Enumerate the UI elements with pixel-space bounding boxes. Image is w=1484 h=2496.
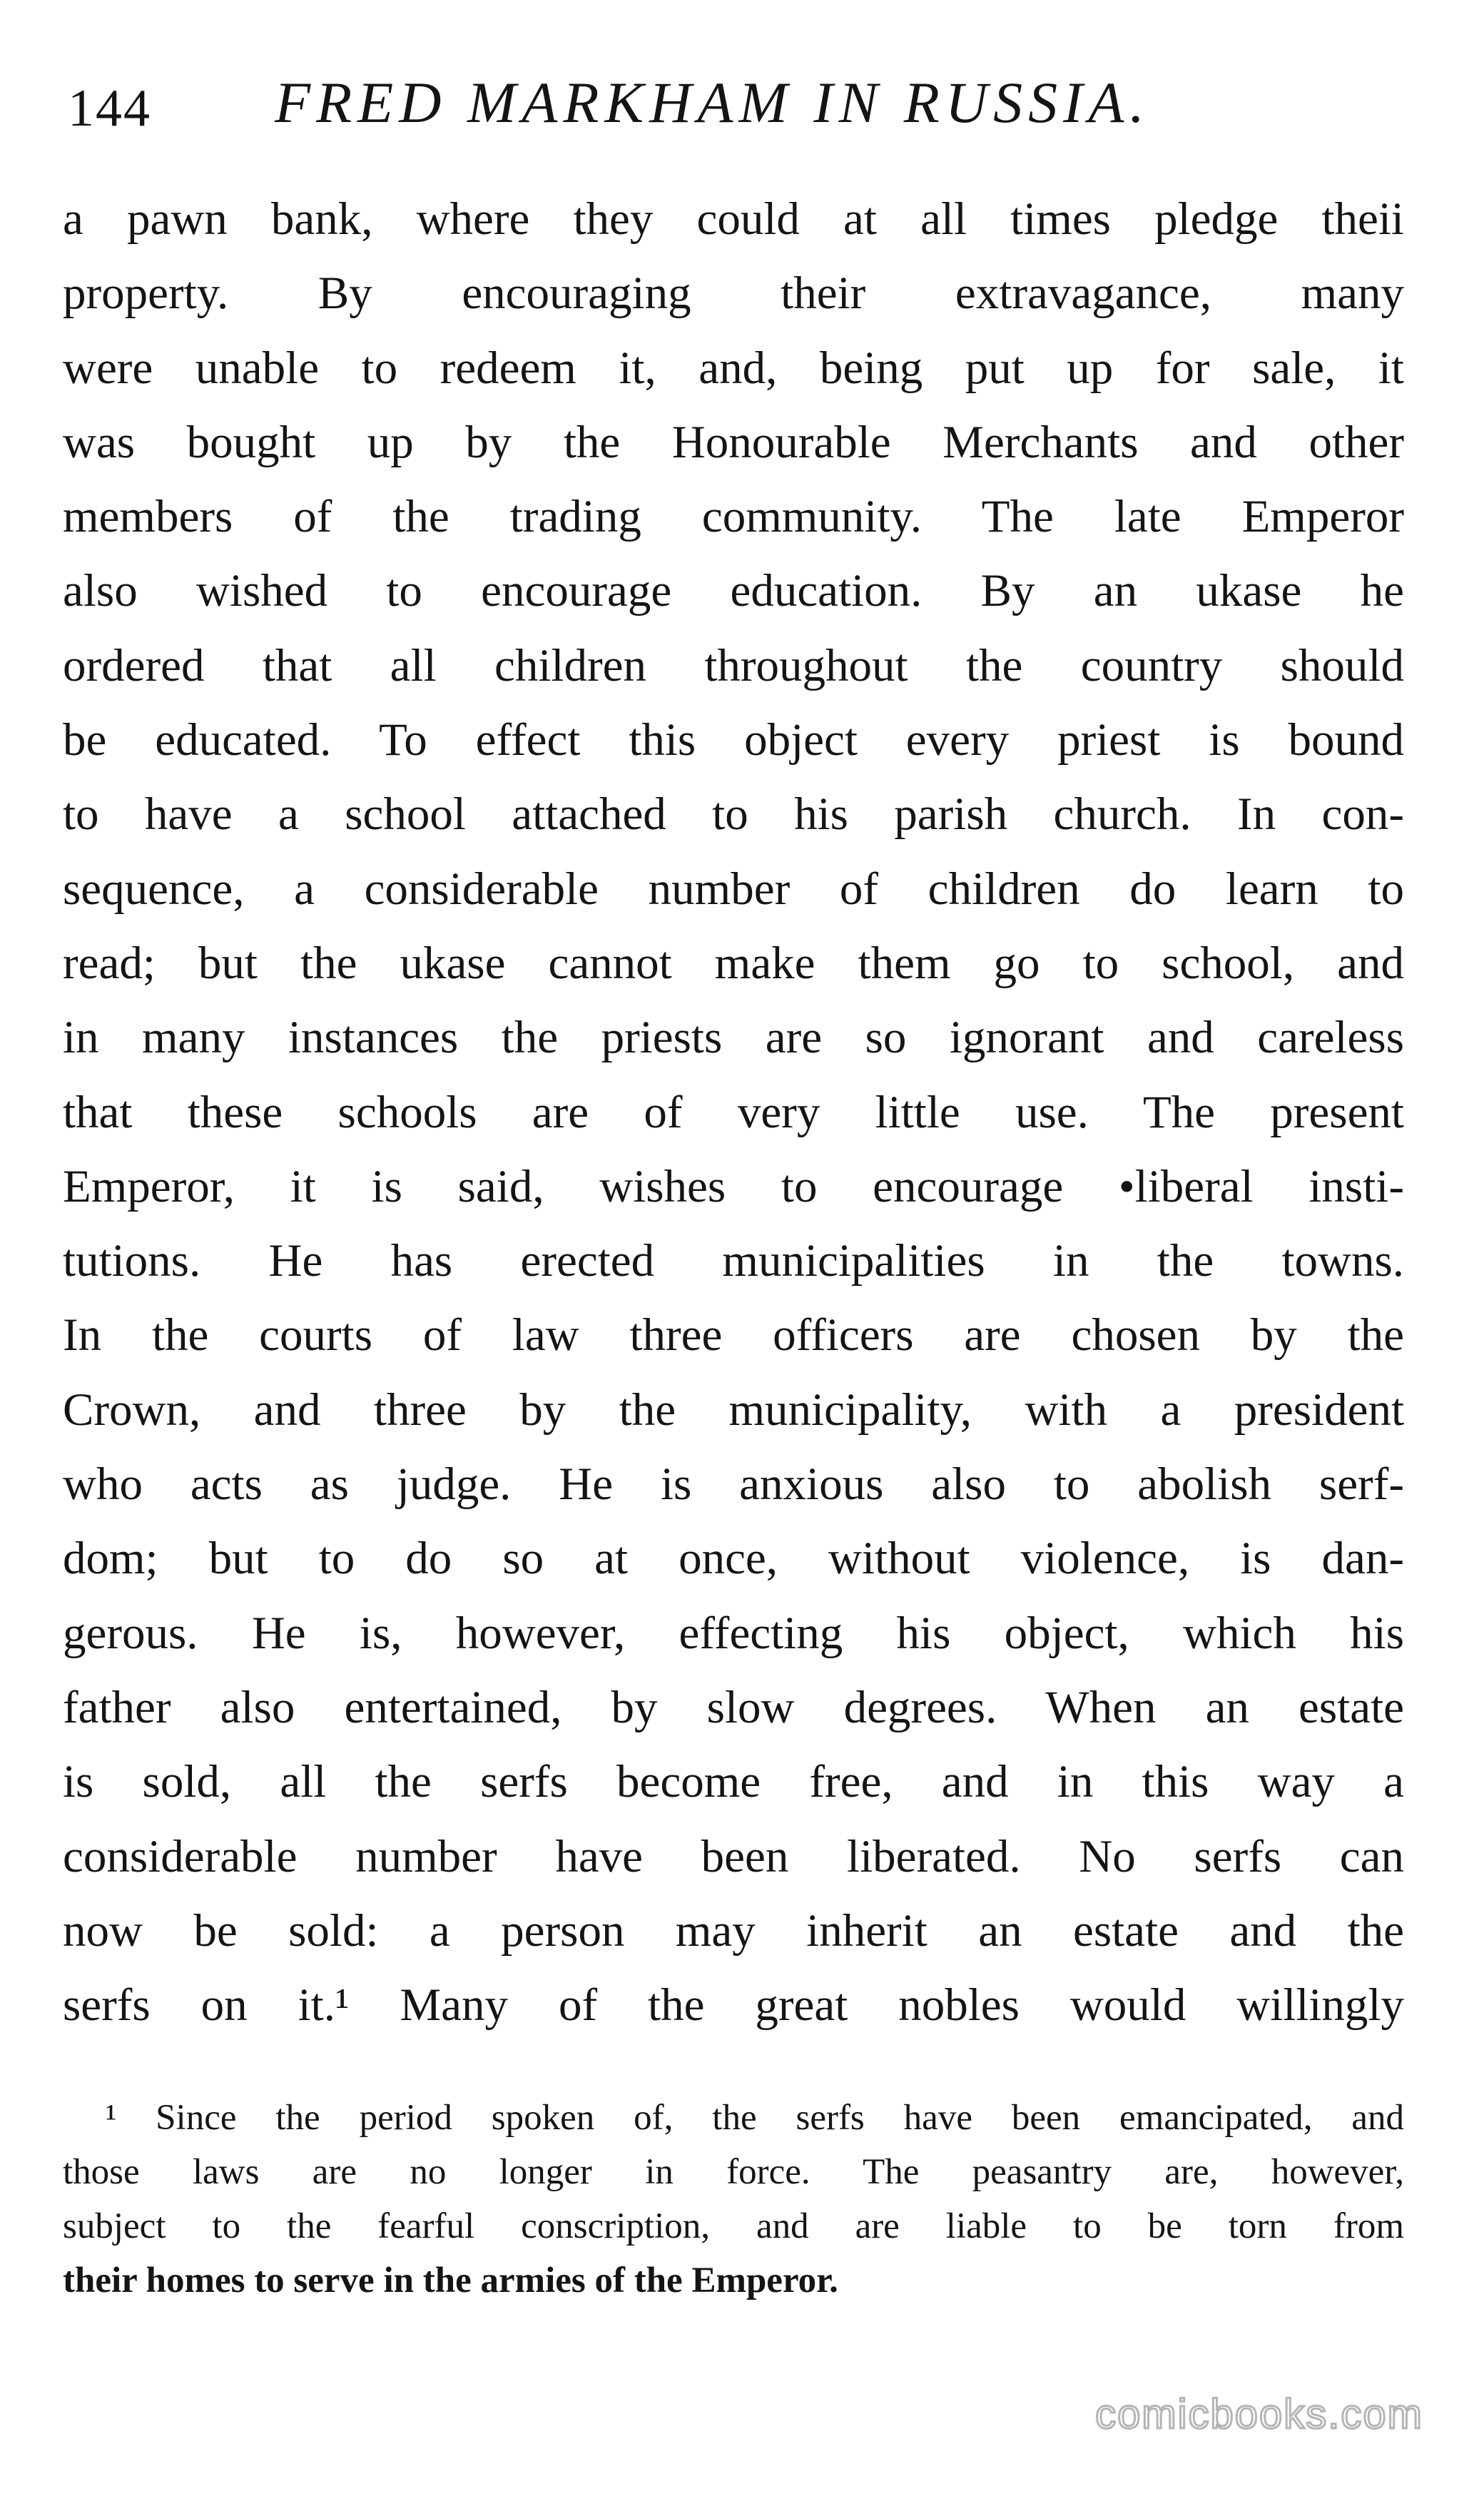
footnote-line: their homes to serve in the armies of the Emperor.	[63, 2261, 838, 2300]
body-line: be educated. To effect this object every priest is bound	[63, 714, 1404, 766]
body-line: considerable number have been liberated. No serfs can	[63, 1830, 1404, 1882]
footnote-line: ¹ Since the period spoken of, the serfs have been emancipated, and	[106, 2098, 1404, 2138]
body-line: father also entertained, by slow degrees. When an estate	[63, 1681, 1404, 1733]
page-number: 144	[68, 79, 151, 138]
body-line: is sold, all the serfs become free, and in this way a	[63, 1756, 1404, 1808]
body-line: were unable to redeem it, and, being put up for sale, it	[63, 342, 1404, 394]
running-head	[68, 57, 1409, 150]
footnote-line: subject to the fearful conscription, and are liable to be torn from	[63, 2206, 1404, 2246]
body-line: that these schools are of very little use. The present	[63, 1086, 1404, 1138]
body-line: Emperor, it is said, wishes to encourage •liberal insti-	[63, 1160, 1404, 1212]
footnote-line: those laws are no longer in force. The peasantry are, however,	[63, 2152, 1404, 2192]
body-line: Crown, and three by the municipality, with a president	[63, 1384, 1404, 1436]
body-line: was bought up by the Honourable Merchants and other	[63, 416, 1404, 468]
body-text	[63, 182, 1404, 2042]
body-line: serfs on it.¹ Many of the great nobles would willingly	[63, 1979, 1404, 2031]
body-line: In the courts of law three officers are chosen by the	[63, 1309, 1404, 1361]
body-line: a pawn bank, where they could at all times pledge theii	[63, 193, 1404, 245]
body-line: gerous. He is, however, effecting his object, which his	[63, 1607, 1404, 1659]
body-line: now be sold: a person may inherit an estate and the	[63, 1904, 1404, 1957]
running-title: FRED MARKHAM IN RUSSIA.	[275, 70, 1150, 135]
body-line: in many instances the priests are so ignorant and careless	[63, 1012, 1404, 1064]
footnote	[63, 2091, 1404, 2308]
body-line: ordered that all children throughout the country should	[63, 639, 1404, 691]
body-line: read; but the ukase cannot make them go to school, and	[63, 937, 1404, 989]
body-line: members of the trading community. The late Emperor	[63, 491, 1404, 543]
body-line: who acts as judge. He is anxious also to abolish serf-	[63, 1458, 1404, 1511]
body-line: dom; but to do so at once, without violence, is dan-	[63, 1533, 1404, 1585]
body-line: tutions. He has erected municipalities in the towns.	[63, 1235, 1404, 1287]
body-line: sequence, a considerable number of children do learn to	[63, 863, 1404, 915]
watermark: comicbooks.com	[1095, 2391, 1423, 2437]
body-line: to have a school attached to his parish church. In con-	[63, 788, 1404, 841]
body-line: also wished to encourage education. By an ukase he	[63, 565, 1404, 617]
body-line: property. By encouraging their extravagance, many	[63, 268, 1404, 320]
